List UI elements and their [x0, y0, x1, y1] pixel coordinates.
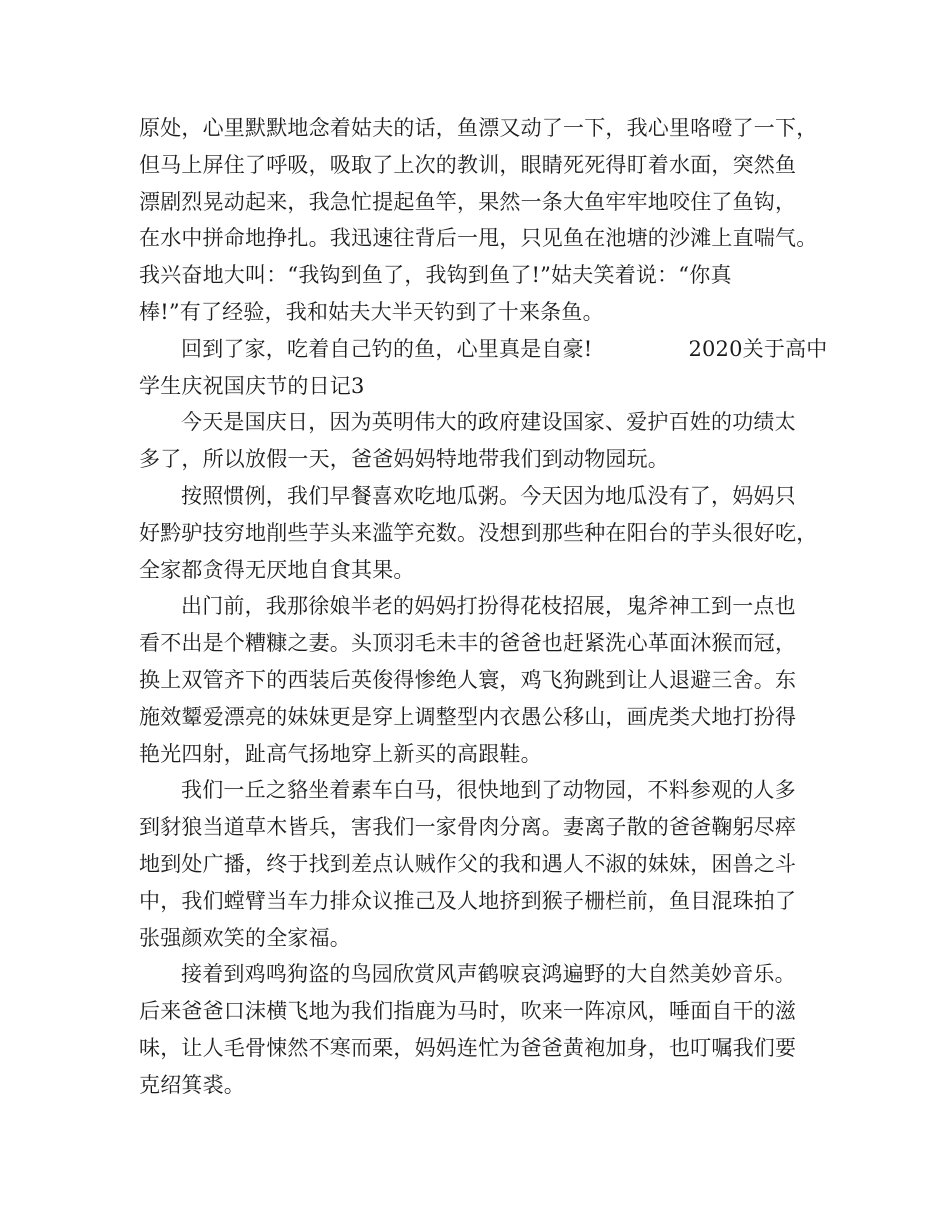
text-line: 但马上屏住了呼吸，吸取了上次的教训，眼睛死死得盯着水面，突然鱼 [139, 152, 797, 177]
text-line: 克绍箕裘。 [139, 1072, 245, 1097]
text-line: 原处，心里默默地念着姑夫的话，鱼漂又动了一下，我心里咯噔了一下， [139, 116, 818, 140]
text-line: 地到处广播，终于找到差点认贼作父的我和遇人不淑的妹妹，困兽之斗 [139, 851, 797, 876]
text-line: 我兴奋地大叫：“我钩到鱼了，我钩到鱼了!”姑夫笑着说：“你真 [139, 263, 732, 288]
text-line: 多了，所以放假一天，爸爸妈妈特地带我们到动物园玩。 [139, 447, 669, 472]
text-line: 看不出是个糟糠之妻。头顶羽毛未丰的爸爸也赶紧洗心革面沐猴而冠， [139, 631, 797, 656]
text-line: 换上双管齐下的西装后英俊得惨绝人寰，鸡飞狗跳到让人退避三舍。东 [139, 667, 797, 692]
text-line: 到豺狼当道草木皆兵，害我们一家骨肉分离。妻离子散的爸爸鞠躬尽瘁 [139, 815, 797, 840]
text-line: 张强颜欢笑的全家福。 [139, 925, 351, 950]
text-line: 全家都贪得无厌地自食其果。 [139, 557, 415, 582]
paragraph-text: 回到了家，吃着自己钓的鱼，心里真是自豪! [181, 336, 593, 361]
text-line: 今天是国庆日，因为英明伟大的政府建设国家、爱护百姓的功绩太 [181, 410, 796, 435]
text-line: 艳光四射，趾高气扬地穿上新买的高跟鞋。 [139, 741, 542, 766]
section-title: 2020关于高中 [688, 336, 828, 361]
document-body [139, 110, 829, 1104]
text-line: 施效颦爱漂亮的妹妹更是穿上调整型内衣愚公移山，画虎类犬地打扮得 [139, 704, 797, 729]
text-line: 接着到鸡鸣狗盗的鸟园欣赏风声鹤唳哀鸿遍野的大自然美妙音乐。 [181, 962, 796, 987]
text-line: 漂剧烈晃动起来，我急忙提起鱼竿，果然一条大鱼牢牢地咬住了鱼钩， [139, 189, 797, 214]
text-line: 好黔驴技穷地削些芋头来滥竽充数。没想到那些种在阳台的芋头很好吃， [139, 520, 818, 545]
text-line: 在水中拼命地挣扎。我迅速往背后一甩，只见鱼在池塘的沙滩上直喘气。 [139, 226, 818, 251]
text-line: 出门前，我那徐娘半老的妈妈打扮得花枝招展，鬼斧神工到一点也 [181, 594, 796, 619]
text-line: 按照惯例，我们早餐喜欢吃地瓜粥。今天因为地瓜没有了，妈妈只 [181, 483, 796, 508]
text-line: 我们一丘之貉坐着素车白马，很快地到了动物园，不料参观的人多 [181, 778, 796, 803]
text-line: 后来爸爸口沫横飞地为我们指鹿为马时，吹来一阵凉风，唾面自干的滋 [139, 999, 797, 1024]
text-line: 味，让人毛骨悚然不寒而栗，妈妈连忙为爸爸黄袍加身，也叮嘱我们要 [139, 1035, 797, 1060]
section-title-continued: 学生庆祝国庆节的日记3 [139, 373, 365, 398]
text-line [139, 331, 829, 368]
text-line: 棒!”有了经验，我和姑夫大半天钓到了十来条鱼。 [139, 299, 604, 324]
text-line: 中，我们螳臂当车力排众议推己及人地挤到猴子栅栏前，鱼目混珠拍了 [139, 888, 797, 913]
